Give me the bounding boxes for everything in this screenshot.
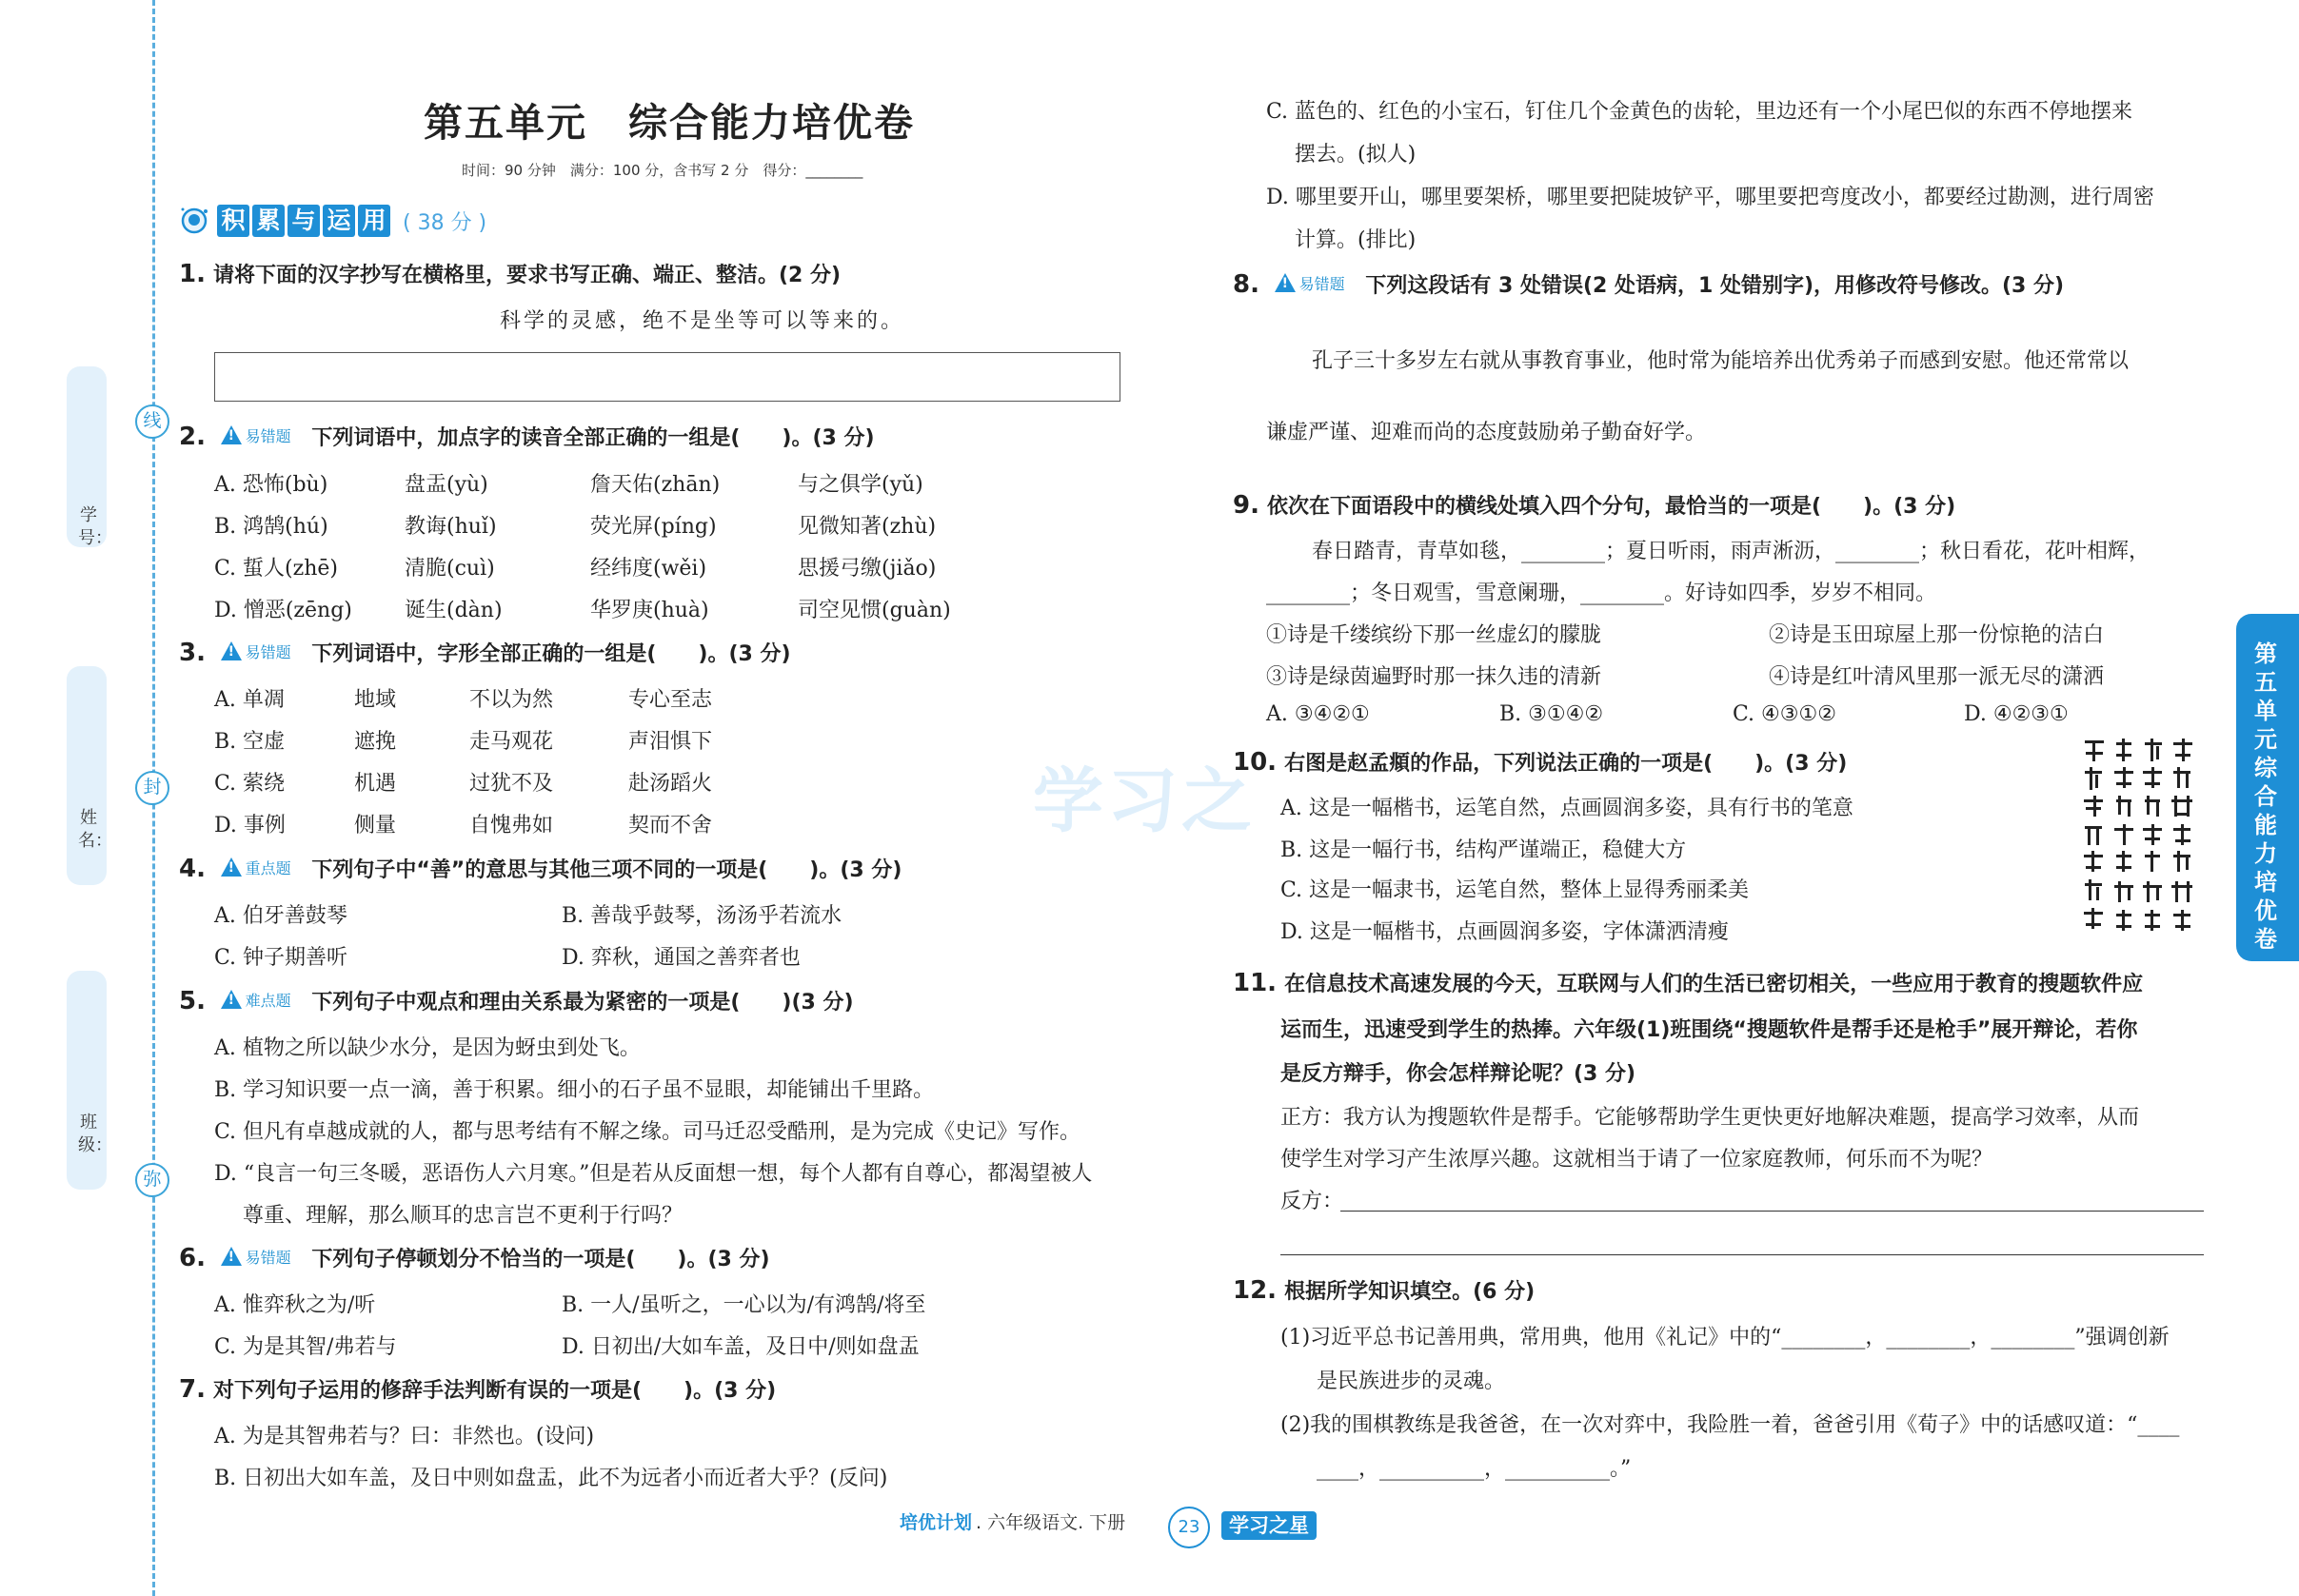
q7-a: A. 为是其智弗若与？曰：非然也。(设问) — [214, 1425, 595, 1448]
q3-b1: B. 空虚 — [214, 730, 286, 754]
q10-d: D. 这是一幅楷书，点画圆润多姿，字体潇洒清瘦 — [1280, 920, 1729, 944]
error-prone-tag: ! 易错题 — [221, 640, 291, 662]
q5-b: B. 学习知识要一点一滴，善于积累。细小的石子虽不显眼，却能铺出千里路。 — [214, 1078, 935, 1102]
q2-c2: 清脆(cuì) — [405, 557, 495, 581]
q9-item-1: ①诗是千缕缤纷下那一丝虚幻的朦胧 — [1266, 623, 1602, 647]
warning-icon: ! — [221, 425, 242, 444]
page-title: 第五单元 综合能力培优卷 — [424, 100, 915, 146]
question-3: 3. ! 易错题 下列词语中，字形全部正确的一组是( )。(3 分) — [179, 639, 791, 667]
astronaut-icon — [177, 204, 211, 238]
section-points: ( 38 分 ) — [403, 210, 487, 235]
q3-c4: 赴汤蹈火 — [628, 772, 713, 796]
q3-c1: C. 萦绕 — [214, 772, 286, 796]
q11-pro-1: 正方：我方认为搜题软件是帮手。它能够帮助学生更快更好地解决难题，提高学习效率，从而 — [1280, 1106, 2140, 1130]
warning-icon: ! — [221, 990, 242, 1009]
q7-c: C. 蓝色的、红色的小宝石，钉住几个金黄色的齿轮，里边还有一个小尾巴似的东西不停地摆来 — [1266, 100, 2133, 124]
question-6: 6. ! 易错题 下列句子停顿划分不恰当的一项是( )。(3 分) — [179, 1244, 770, 1272]
hard-tag: ! 难点题 — [221, 989, 291, 1011]
q2-c1: C. 蜇人(zhē) — [214, 557, 338, 581]
q7-b: B. 日初出大如车盖，及日中则如盘盂，此不为远者小而近者大乎？(反问) — [214, 1467, 888, 1490]
section-char: 用 — [358, 205, 390, 237]
q1-sentence: 科学的灵感，绝不是坐等可以等来的。 — [500, 309, 905, 333]
q2-b4: 见微知著(zhù) — [798, 515, 937, 539]
q12-line-2: 是民族进步的灵魂。 — [1317, 1369, 1506, 1393]
question-11: 11. 在信息技术高速发展的今天，互联网与人们的生活已密切相关，一些应用于教育的搜题软件应 — [1233, 969, 2144, 997]
warning-icon: ! — [1275, 273, 1296, 292]
q9-a: A. ③④②① — [1266, 702, 1370, 726]
question-11-line-3: 是反方辩手，你会怎样辩论呢？(3 分) — [1280, 1062, 1636, 1086]
q6-d: D. 日初出/大如车盖，及日中/则如盘盂 — [562, 1335, 920, 1359]
warning-icon: ! — [221, 1247, 242, 1266]
question-5: 5. ! 难点题 下列句子中观点和理由关系最为紧密的一项是( )(3 分) — [179, 987, 854, 1015]
q5-c: C. 但凡有卓越成就的人，都与思考结有不解之缘。司马迁忍受酷刑，是为完成《史记》写作。 — [214, 1120, 1081, 1144]
watermark: 学习之 — [1033, 760, 1256, 842]
q6-b: B. 一人/虽听之，一心以为/有鸿鹄/将至 — [562, 1293, 926, 1317]
cut-mark-feng: 封 — [135, 771, 169, 805]
q2-c3: 经纬度(wěi) — [590, 557, 707, 581]
exam-info: 时间：90 分钟 满分：100 分，含书写 2 分 得分：________ — [462, 162, 863, 179]
q2-a3: 詹天佑(zhān) — [590, 473, 721, 497]
footer-subject: . 六年级语文. 下册 — [976, 1512, 1126, 1533]
q3-c2: 机遇 — [354, 772, 397, 796]
q3-a4: 专心至志 — [628, 688, 713, 712]
q9-line-2: ________；冬日观雪，雪意阑珊，________。好诗如四季，岁岁不相同。 — [1266, 581, 1937, 605]
q2-a4: 与之俱学(yǔ) — [798, 473, 923, 497]
question-12: 12. 根据所学知识填空。(6 分) — [1233, 1276, 1536, 1305]
q6-a: A. 惟弈秋之为/听 — [214, 1293, 376, 1317]
q3-a1: A. 单凋 — [214, 688, 285, 712]
q9-item-3: ③诗是绿茵遍野时那一抹久违的清新 — [1266, 665, 1602, 689]
section-char: 积 — [217, 205, 249, 237]
q12-line-4: ____，__________，__________。” — [1317, 1457, 1632, 1481]
q3-d3: 自愧弗如 — [469, 814, 554, 837]
cut-mark-mi: 弥 — [135, 1163, 169, 1197]
question-9: 9. 依次在下面语段中的横线处填入四个分句，最恰当的一项是( )。(3 分) — [1233, 491, 1956, 520]
section-heading — [177, 200, 486, 242]
error-prone-tag: ! 易错题 — [221, 424, 291, 446]
q3-c3: 过犹不及 — [469, 772, 554, 796]
q6-c: C. 为是其智/弗若与 — [214, 1335, 397, 1359]
q5-a: A. 植物之所以缺少水分，是因为蚜虫到处飞。 — [214, 1036, 641, 1060]
section-char: 运 — [323, 205, 355, 237]
q2-d3: 华罗庚(huà) — [590, 599, 709, 622]
section-char: 累 — [252, 205, 285, 237]
q5-d-cont: 尊重、理解，那么顺耳的忠言岂不更利于行吗？ — [243, 1204, 684, 1228]
q11-con-label: 反方： — [1280, 1190, 1344, 1213]
warning-icon: ! — [221, 857, 242, 877]
question-2: 2. ! 易错题 下列词语中，加点字的读音全部正确的一组是( )。(3 分) — [179, 423, 875, 451]
q2-a2: 盘盂(yù) — [405, 473, 488, 497]
brand-logo: 学习之星 — [1221, 1511, 1317, 1540]
calligraphy-image — [2080, 733, 2204, 952]
name-label: 姓名： — [78, 808, 112, 851]
q8-paragraph-1: 孔子三十多岁左右就从事教育事业，他时常为能培养出优秀弟子而感到安慰。他还常常以 — [1312, 349, 2130, 373]
q9-d: D. ④②③① — [1964, 702, 2069, 726]
q4-b: B. 善哉乎鼓琴，汤汤乎若流水 — [562, 904, 842, 928]
q3-d4: 契而不舍 — [628, 814, 713, 837]
q9-b: B. ③①④② — [1499, 702, 1604, 726]
q11-pro-2: 使学生对学习产生浓厚兴趣。这就相当于请了一位家庭教师，何乐而不为呢？ — [1280, 1148, 1993, 1172]
q3-b2: 遮挽 — [354, 730, 397, 754]
unit-side-tab-label: 第五单元 综合能力培优卷 — [2254, 640, 2277, 953]
q5-d: D. “良言一句三冬暖，恶语伤人六月寒。”但是若从反面想一想，每个人都有自尊心，都渴望被人 — [214, 1162, 1093, 1186]
q7-d: D. 哪里要开山，哪里要架桥，哪里要把陡坡铲平，哪里要把弯度改小，都要经过勘测，进行周密 — [1266, 186, 2154, 209]
q9-line-1: 春日踏青，青草如毯，________；夏日听雨，雨声淅沥，________；秋日看花，花叶相辉， — [1312, 540, 2150, 563]
q4-c: C. 钟子期善听 — [214, 946, 348, 970]
q2-d4: 司空见惯(guàn) — [798, 599, 951, 622]
q2-b1: B. 鸿鹄(hú) — [214, 515, 328, 539]
q9-c: C. ④③①② — [1733, 702, 1836, 726]
q3-a3: 不以为然 — [469, 688, 554, 712]
q2-d1: D. 憎恶(zēng) — [214, 599, 352, 622]
q9-item-2: ②诗是玉田琼屋上那一份惊艳的洁白 — [1769, 623, 2105, 647]
error-prone-tag: ! 易错题 — [221, 1246, 291, 1268]
section-char: 与 — [287, 205, 320, 237]
q11-answer-line-2[interactable] — [1280, 1254, 2204, 1255]
question-1: 1. 请将下面的汉字抄写在横格里，要求书写正确、端正、整洁。(2 分) — [179, 260, 842, 288]
q12-line-1: (1)习近平总书记善用典，常用典，他用《礼记》中的“________，________，________”强调创新 — [1280, 1326, 2170, 1350]
student-id-label: 学号： — [78, 505, 112, 548]
q12-line-3: (2)我的围棋教练是我爸爸，在一次对弈中，我险胜一着，爸爸引用《荀子》中的话感叹道：“____ — [1280, 1413, 2180, 1437]
q4-a: A. 伯牙善鼓琴 — [214, 904, 347, 928]
question-11-line-2: 运而生，迅速受到学生的热捧。六年级(1)班围绕“搜题软件是帮手还是枪手”展开辩论，若你 — [1280, 1018, 2138, 1042]
question-8: 8. ! 易错题 下列这段话有 3 处错误(2 处语病，1 处错别字)，用修改符号修改。(3 分) — [1233, 270, 2065, 299]
q7-c-cont: 摆去。(拟人) — [1295, 143, 1417, 167]
q8-paragraph-2: 谦虚严谨、迎难而尚的态度鼓励弟子勤奋好学。 — [1266, 421, 1707, 444]
q7-d-cont: 计算。(排比) — [1295, 228, 1417, 252]
q3-d2: 侧量 — [354, 814, 397, 837]
q3-d1: D. 事例 — [214, 814, 286, 837]
q2-b3: 荧光屏(píng) — [590, 515, 717, 539]
footer-brand: 培优计划 — [900, 1512, 973, 1533]
question-10: 10. 右图是赵孟頫的作品，下列说法正确的一项是( )。(3 分) — [1233, 748, 1848, 777]
class-label: 班级： — [78, 1113, 112, 1155]
q2-a1: A. 恐怖(bù) — [214, 473, 328, 497]
q2-c4: 思援弓缴(jiǎo) — [798, 557, 937, 581]
warning-icon: ! — [221, 641, 242, 660]
q9-item-4: ④诗是红叶清风里那一派无尽的潇洒 — [1769, 665, 2105, 689]
q2-d2: 诞生(dàn) — [405, 599, 503, 622]
q3-b3: 走马观花 — [469, 730, 554, 754]
q10-a: A. 这是一幅楷书，运笔自然，点画圆润多姿，具有行书的笔意 — [1280, 797, 1853, 820]
q4-d: D. 弈秋，通国之善弈者也 — [562, 946, 801, 970]
cut-mark-xian: 线 — [135, 404, 169, 439]
q3-a2: 地域 — [354, 688, 397, 712]
q1-writing-box[interactable] — [214, 352, 1120, 402]
error-prone-tag: ! 易错题 — [1275, 272, 1345, 294]
q10-c: C. 这是一幅隶书，运笔自然，整体上显得秀丽柔美 — [1280, 878, 1750, 902]
question-7: 7. 对下列句子运用的修辞手法判断有误的一项是( )。(3 分) — [179, 1375, 777, 1404]
page-number: 23 — [1168, 1507, 1210, 1548]
q11-answer-line-1[interactable] — [1340, 1211, 2204, 1212]
q10-b: B. 这是一幅行书，结构严谨端正，稳健大方 — [1280, 838, 1687, 862]
q3-b4: 声泪惧下 — [628, 730, 713, 754]
q2-b2: 教诲(huǐ) — [405, 515, 497, 539]
key-tag: ! 重点题 — [221, 857, 291, 878]
question-4: 4. ! 重点题 下列句子中“善”的意思与其他三项不同的一项是( )。(3 分) — [179, 855, 902, 883]
